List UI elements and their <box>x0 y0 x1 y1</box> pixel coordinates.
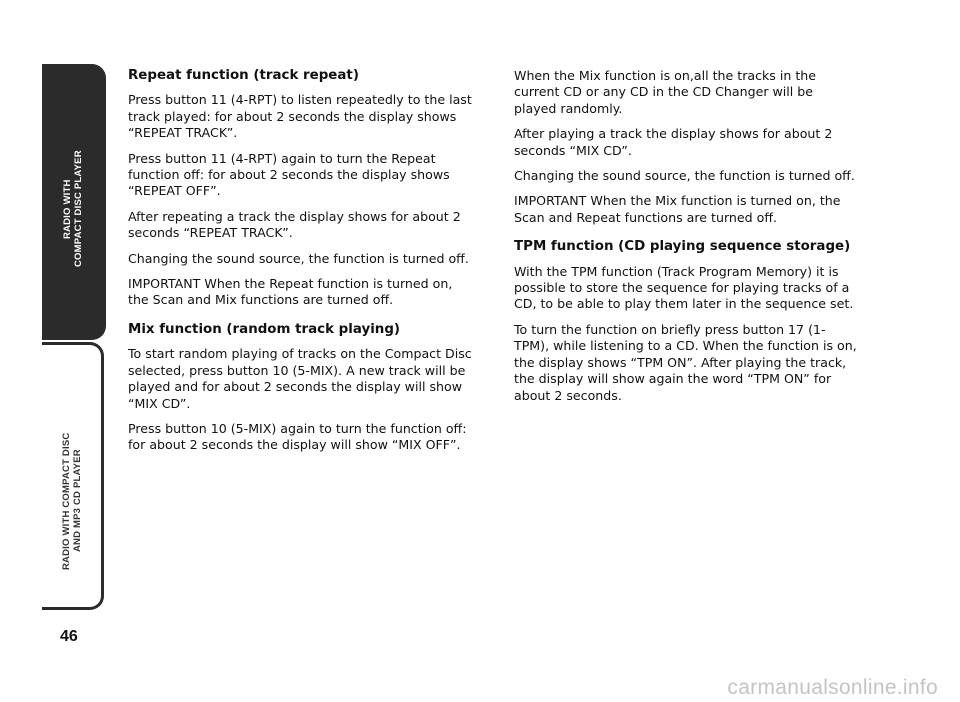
paragraph: Press button 11 (4-RPT) to listen repeatedly to the last track played: for about 2 seconds the display shows “REPEAT TRACK”. <box>128 92 472 141</box>
paragraph: Changing the sound source, the function is turned off. <box>128 250 469 266</box>
section-tab-inactive[interactable] <box>42 342 104 610</box>
mix-heading: Mix function (random track playing) <box>128 321 401 337</box>
page-number: 46 <box>60 628 78 645</box>
paragraph: Press button 10 (5-MIX) again to turn the function off: for about 2 seconds the display will show “MIX OFF”. <box>128 420 467 453</box>
paragraph: After repeating a track the display shows for about 2 seconds “REPEAT TRACK”. <box>128 208 461 241</box>
repeat-heading: Repeat function (track repeat) <box>128 68 359 83</box>
paragraph: To start random playing of tracks on the Compact Disc selected, press button 10 (5-MIX). A new track will be played and for about 2 seconds the display will show “MIX CD”. <box>128 346 472 411</box>
section-tab-active-label: RADIO WITH COMPACT DISC PLAYER <box>62 150 84 268</box>
watermark: carmanualsonline.info <box>727 676 938 699</box>
paragraph: To turn the function on briefly press button 17 (1-TPM), while listening to a CD. When the function is on, the display shows “TPM ON”. After playing the track, the display will show again the word “TPM ON” for about 2 seconds. <box>514 321 857 403</box>
section-tab-active[interactable] <box>42 64 106 340</box>
paragraph: Press button 11 (4-RPT) again to turn the Repeat function off: for about 2 seconds the display shows “REPEAT OFF”. <box>128 150 450 199</box>
paragraph: With the TPM function (Track Program Memory) it is possible to store the sequence for playing tracks of a CD, to be able to play them later in the sequence set. <box>514 263 854 312</box>
paragraph: IMPORTANT When the Repeat function is turned on, the Scan and Mix functions are turned off. <box>128 276 453 308</box>
tpm-heading: TPM function (CD playing sequence storage) <box>514 239 851 255</box>
section-tab-inactive-label: RADIO WITH COMPACT DISC AND MP3 CD PLAYER <box>61 432 83 570</box>
paragraph: IMPORTANT When the Mix function is turned on, the Scan and Repeat functions are turned off. <box>514 193 841 225</box>
left-column <box>128 68 473 463</box>
paragraph: When the Mix function is on,all the tracks in the current CD or any CD in the CD Changer will be played randomly. <box>514 68 817 116</box>
paragraph: Changing the sound source, the function is turned off. <box>514 168 855 184</box>
right-column <box>514 68 859 413</box>
paragraph: After playing a track the display shows for about 2 seconds “MIX CD”. <box>514 126 833 158</box>
